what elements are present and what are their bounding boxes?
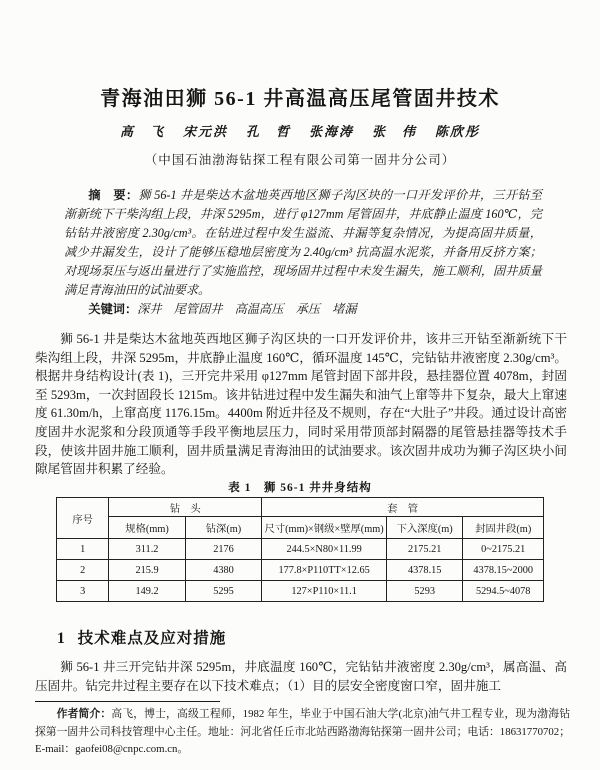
table-cell: 1 bbox=[57, 539, 109, 560]
affiliation: （中国石油渤海钻探工程有限公司第一固井分公司） bbox=[144, 153, 456, 167]
author-name: 张 伟 bbox=[372, 124, 418, 139]
author-name: 宋元洪 bbox=[182, 124, 228, 139]
table-cell: 2176 bbox=[185, 539, 261, 560]
table-cell: 5293 bbox=[386, 581, 462, 602]
table-cell: 5294.5~4078 bbox=[463, 581, 544, 602]
table-cell: 2175.21 bbox=[386, 539, 462, 560]
table-header-bit-size: 规格(mm) bbox=[109, 517, 185, 539]
footnote-block bbox=[35, 701, 570, 759]
table-cell: 2 bbox=[57, 560, 109, 581]
table-header-set-depth: 下入深度(m) bbox=[386, 517, 462, 539]
abstract-paragraph bbox=[64, 186, 542, 300]
table-cell: 244.5×N80×11.99 bbox=[262, 539, 387, 560]
well-structure-table bbox=[56, 497, 544, 602]
table-cell: 311.2 bbox=[109, 539, 185, 560]
keywords-label: 关键词： bbox=[88, 302, 138, 316]
table-cell: 4378.15 bbox=[386, 560, 462, 581]
table-cell: 3 bbox=[57, 581, 109, 602]
table-row bbox=[57, 560, 544, 581]
author-name: 高 飞 bbox=[119, 124, 165, 139]
paper-title: 青海油田狮 56-1 井高温高压尾管固井技术 bbox=[100, 88, 500, 110]
author-name: 张海涛 bbox=[309, 124, 355, 139]
footnote-body: 高飞，博士，高级工程师，1982 年生，毕业于中国石油大学(北京)油气井工程专业，现为渤海钻探第一固井公司科技管理中心主任。地址：河北省任丘市北站西路渤海钻探第一固井公司；电话：18631770702；E-mail：gaofei08@cnpc.com.cn。 bbox=[35, 708, 571, 755]
table-header-casing-group: 套 管 bbox=[262, 498, 544, 517]
section-title: 技术难点及应对措施 bbox=[77, 630, 227, 647]
table-cell: 4380 bbox=[185, 560, 261, 581]
table-header-cement-interval: 封固井段(m) bbox=[463, 517, 544, 539]
footnote-text bbox=[35, 706, 570, 759]
footnote-label: 作者简介： bbox=[56, 708, 112, 720]
table-header-seq: 序号 bbox=[57, 498, 109, 539]
table-cell: 0~2175.21 bbox=[463, 539, 544, 560]
abstract-block bbox=[64, 186, 542, 319]
table-cell: 4378.15~2000 bbox=[463, 560, 544, 581]
table-header-bit-group: 钻 头 bbox=[109, 498, 262, 517]
table-cell: 5295 bbox=[185, 581, 261, 602]
keywords-line bbox=[64, 300, 542, 319]
table-row bbox=[57, 539, 544, 560]
table-cell: 149.2 bbox=[109, 581, 185, 602]
table-header-bit-depth: 钻深(m) bbox=[185, 517, 261, 539]
abstract-label: 摘 要： bbox=[88, 188, 139, 202]
table-header-casing-spec: 尺寸(mm)×钢级×壁厚(mm) bbox=[262, 517, 387, 539]
table-cell: 127×P110×11.1 bbox=[262, 581, 387, 602]
abstract-text: 狮 56-1 井是柴达木盆地英西地区狮子沟区块的一口开发评价井，三开钻至渐新统下干柴沟组上段，井深 5295m，进行 φ127mm 尾管固井，井底静止温度 160℃，完钻钻井液密度 2.30g/cm³。在钻进过程中发生溢流、井漏等复杂情况，为提高固井质量，减少井漏发生，设计了能够压稳地层密度为 2.40g/cm³ 抗高温水泥浆，并备用反挤方案；对现场泵压与返出量进行了实施监控，现场固井过程中未发生漏失，施工顺利，固井质量满足青海油田的试油要求。 bbox=[64, 188, 542, 297]
author-name: 陈欣彤 bbox=[435, 124, 481, 139]
author-name: 孔 哲 bbox=[245, 124, 291, 139]
table-cell: 215.9 bbox=[109, 560, 185, 581]
authors-line bbox=[0, 121, 600, 140]
footnote-divider bbox=[35, 701, 220, 702]
section-paragraph: 狮 56-1 井三开完钻井深 5295m，井底温度 160℃，完钻钻井液密度 2.30g/cm³，属高温、高压固井。钻完井过程主要存在以下技术难点；（1）目的层安全密度窗口窄，固井施工 bbox=[35, 660, 567, 693]
section-number: 1 bbox=[57, 630, 66, 647]
section-heading bbox=[57, 626, 226, 648]
intro-paragraph: 狮 56-1 井是柴达木盆地英西地区狮子沟区块的一口开发评价井，该井三开钻至渐新统下干柴沟组上段，井深 5295m，井底静止温度 160℃，循环温度 145℃，完钻钻井液密度 2.30g/cm³。根据井身结构设计(表 1)，三开完井采用 φ127mm 尾管封固下部井段，悬挂器位置 4078m，封固至 5293m，一次封固段长 1215m。该井钻进过程中发生漏失和油气上窜等井下复杂，最大上窜速度 61.30m/h，上窜高度 1176.15m。4400m 附近井径及不规则，存在“大肚子”井段。通过设计高密度固井水泥浆和分段顶通等手段平衡地层压力，同时采用带顶部封隔器的尾管悬挂器等技术手段，使该井固井施工顺利，固井质量满足青海油田的试油要求。该次固井成功为狮子沟区块小间隙尾管固井积累了经验。 bbox=[35, 332, 567, 477]
table-caption: 表 1 狮 56-1 井井身结构 bbox=[228, 482, 372, 494]
keywords-text: 深井 尾管固井 高温高压 承压 堵漏 bbox=[137, 302, 357, 316]
table-row bbox=[57, 581, 544, 602]
table-cell: 177.8×P110TT×12.65 bbox=[262, 560, 387, 581]
